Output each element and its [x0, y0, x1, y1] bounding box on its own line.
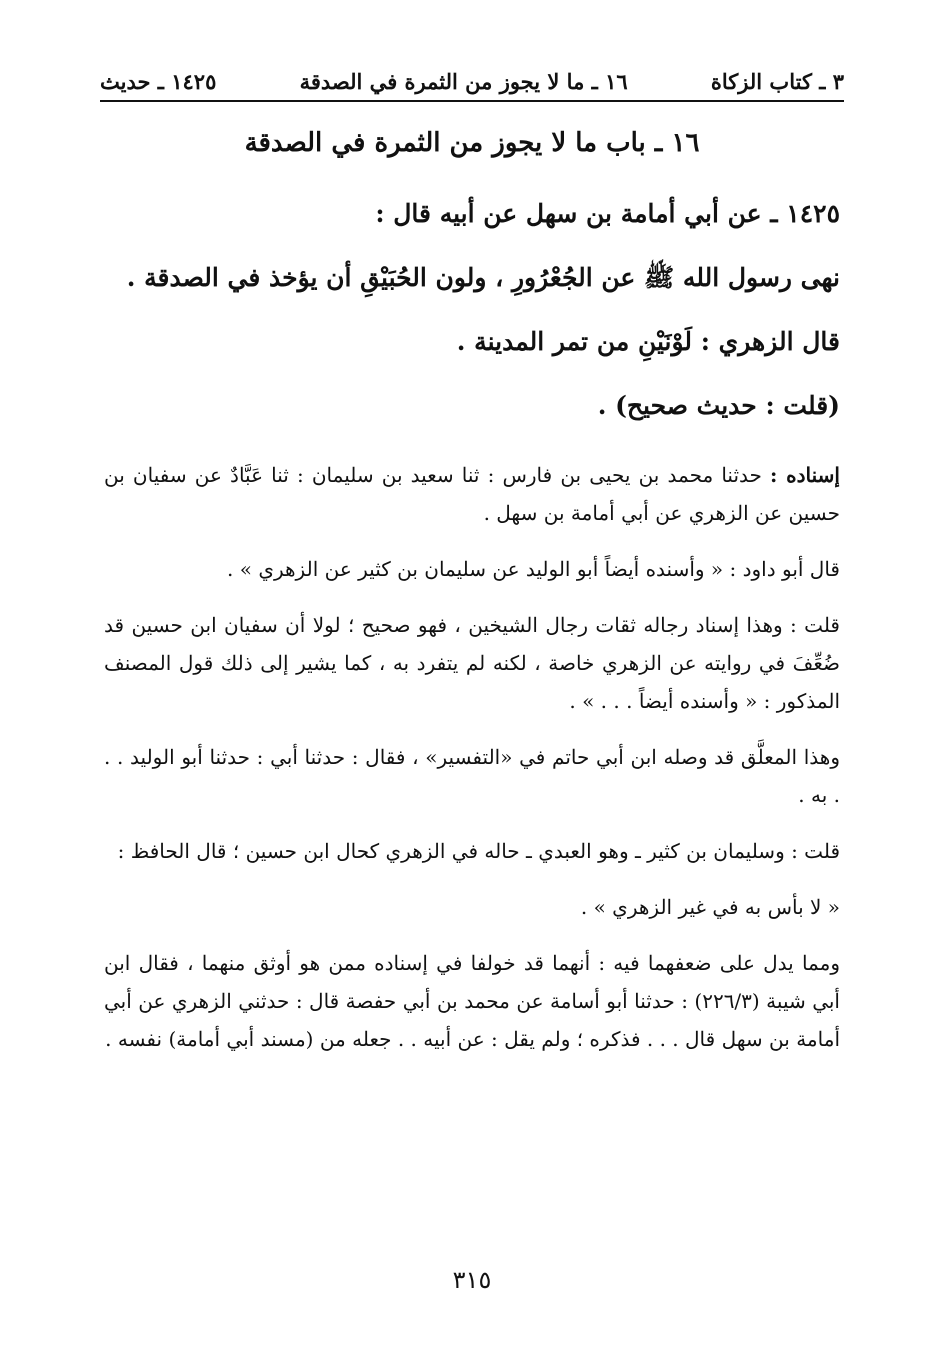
header-section: ١٦ ـ ما لا يجوز من الثمرة في الصدقة — [299, 68, 628, 94]
page-content — [104, 128, 840, 1076]
hadith-block — [104, 192, 840, 428]
note-paragraph — [104, 888, 840, 926]
hadith-zuhri: قال الزهري : لَوْنَيْنِ من تمر المدينة . — [456, 327, 840, 356]
note-text: ومما يدل على ضعفهما فيه : أنهما قد خولفا في إسناده ممن هو أوثق منهما ، فقال ابن أبي شيبة (٢٢٦/٣) : حدثنا أبو أسامة عن محمد بن أبي حفصة قال : حدثني الزهري عن أبي أمامة بن سهل قال . . . فذكره ؛ ولم يقل : عن أبيه . . جعله من (مسند أبي أمامة) نفسه . — [104, 951, 840, 1051]
note-paragraph — [104, 456, 840, 532]
commentary — [104, 456, 840, 1058]
hadith-grade: (قلت : حديث صحيح) . — [597, 391, 840, 420]
note-paragraph — [104, 550, 840, 588]
hadith-chain: ١٤٢٥ ـ عن أبي أمامة بن سهل عن أبيه قال : — [375, 199, 840, 228]
hadith-text: نهى رسول الله ﷺ عن الجُعْرُورِ ، ولون الحُبَيْقِ أن يؤخذ في الصدقة . — [126, 263, 840, 292]
note-text: قال أبو داود : « وأسنده أيضاً أبو الوليد عن سليمان بن كثير عن الزهري » . — [227, 557, 840, 581]
chapter-title: ١٦ ـ باب ما لا يجوز من الثمرة في الصدقة — [244, 128, 700, 158]
note-label: إسناده : — [770, 463, 840, 487]
header-divider — [100, 100, 844, 102]
note-paragraph — [104, 832, 840, 870]
page-number: ٣١٥ — [452, 1266, 492, 1294]
header-chapter: ٣ ـ كتاب الزكاة — [710, 68, 844, 94]
header-hadith-ref: ١٤٢٥ ـ حديث — [100, 68, 217, 94]
note-text: قلت : وسليمان بن كثير ـ وهو العبدي ـ حاله في الزهري كحال ابن حسين ؛ قال الحافظ : — [117, 839, 840, 863]
note-paragraph — [104, 606, 840, 720]
note-paragraph — [104, 738, 840, 814]
running-header — [100, 64, 844, 98]
note-text: قلت : وهذا إسناد رجاله ثقات رجال الشيخين ، فهو صحيح ؛ لولا أن سفيان ابن حسين قد ضُعِّفَ في روايته عن الزهري خاصة ، لكنه لم يتفرد به ، كما يشير إلى ذلك قول المصنف المذكور : « وأسنده أيضاً . . . » . — [104, 613, 840, 713]
note-text: حدثنا محمد بن يحيى بن فارس : ثنا سعيد بن سليمان : ثنا عَبَّادٌ عن سفيان بن حسين عن الزهري عن أبي أمامة بن سهل . — [104, 463, 840, 525]
note-paragraph — [104, 944, 840, 1058]
note-text: وهذا المعلَّق قد وصله ابن أبي حاتم في «التفسير» ، فقال : حدثنا أبي : حدثنا أبو الوليد . . . به . — [104, 745, 840, 807]
note-text: « لا بأس به في غير الزهري » . — [580, 895, 840, 919]
